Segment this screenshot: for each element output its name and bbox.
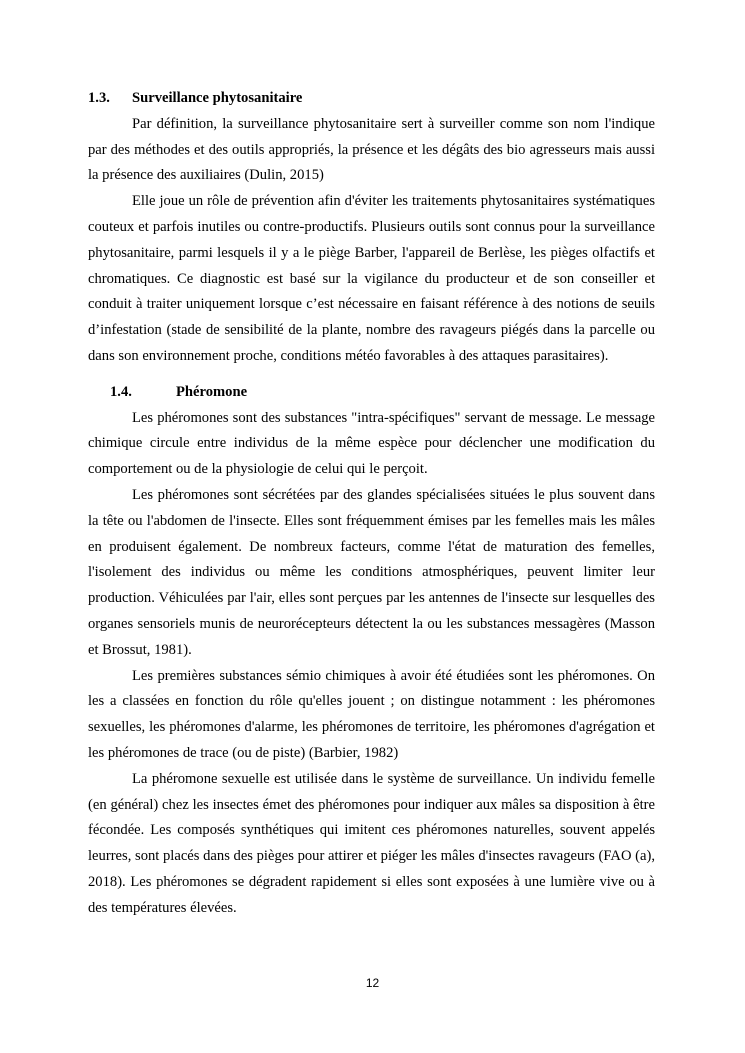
paragraph: Elle joue un rôle de prévention afin d'éviter les traitements phytosanitaires systématiques couteux et parfois inutiles ou contre-productifs. Plusieurs outils sont connus pour la surveillance phytosanitaire, parmi lesquels il y a le piège Barber, l'appareil de Berlèse, les pièges olfactifs et chromatiques. Ce diagnostic est basé sur la vigilance du producteur et de son conseiller et conduit à traiter uniquement lorsque c’est nécessaire en faisant référence à des notions de seuils d’infestation (stade de sensibilité de la plante, nombre des ravageurs piégés dans la parcelle ou dans son environnement proche, conditions météo favorables à des attaques parasitaires). <box>88 193 655 364</box>
paragraph: La phéromone sexuelle est utilisée dans le système de surveillance. Un individu femelle (en général) chez les insectes émet des phéromones pour indiquer aux mâles sa disposition à être fécondée. Les composés synthétiques qui imitent ces phéromones naturelles, souvent appelés leurres, sont placés dans des pièges pour attirer et piéger les mâles d'insectes ravageurs (FAO (a), 2018). Les phéromones se dégradent rapidement si elles sont exposées à une lumière vive ou à des températures élevées. <box>88 770 655 916</box>
section-title: Surveillance phytosanitaire <box>132 90 303 106</box>
section-heading-1-3 <box>88 86 655 112</box>
section-number: 1.4. <box>110 383 132 400</box>
paragraph: Les premières substances sémio chimiques à avoir été étudiées sont les phéromones. On les a classées en fonction du rôle qu'elles jouent ; on distingue notamment : les phéromones sexuelles, les phéromones d'alarme, les phéromones de territoire, les phéromones d'agrégation et les phéromones de trace (ou de piste) (Barbier, 1982) <box>88 667 655 761</box>
section-number: 1.3. <box>88 90 110 106</box>
page-number: 12 <box>365 976 380 990</box>
paragraph: Les phéromones sont sécrétées par des glandes spécialisées situées le plus souvent dans la tête ou l'abdomen de l'insecte. Elles sont fréquemment émises par les femelles mais les mâles en produisent également. De nombreux facteurs, comme l'état de maturation des femelles, l'isolement des individus ou même les conditions atmosphériques, peuvent limiter leur production. Véhiculées par l'air, elles sont perçues par les antennes de l'insecte sur lesquelles des organes sensoriels munis de neurorécepteurs détectent la ou les substances messagères (Masson et Brossut, 1981). <box>88 486 655 658</box>
section-title: Phéromone <box>176 383 248 400</box>
section-heading-1-4 <box>88 380 655 406</box>
paragraph: Par définition, la surveillance phytosanitaire sert à surveiller comme son nom l'indique par des méthodes et des outils appropriés, la présence et les dégâts des bio agresseurs mais aussi la présence des auxiliaires (Dulin, 2015) <box>88 115 655 184</box>
paragraph: Les phéromones sont des substances "intra-spécifiques" servant de message. Le message chimique circule entre individus de la même espèce pour déclencher une modification du comportement ou de la physiologie de celui qui le perçoit. <box>88 409 655 478</box>
page-body <box>88 86 655 922</box>
